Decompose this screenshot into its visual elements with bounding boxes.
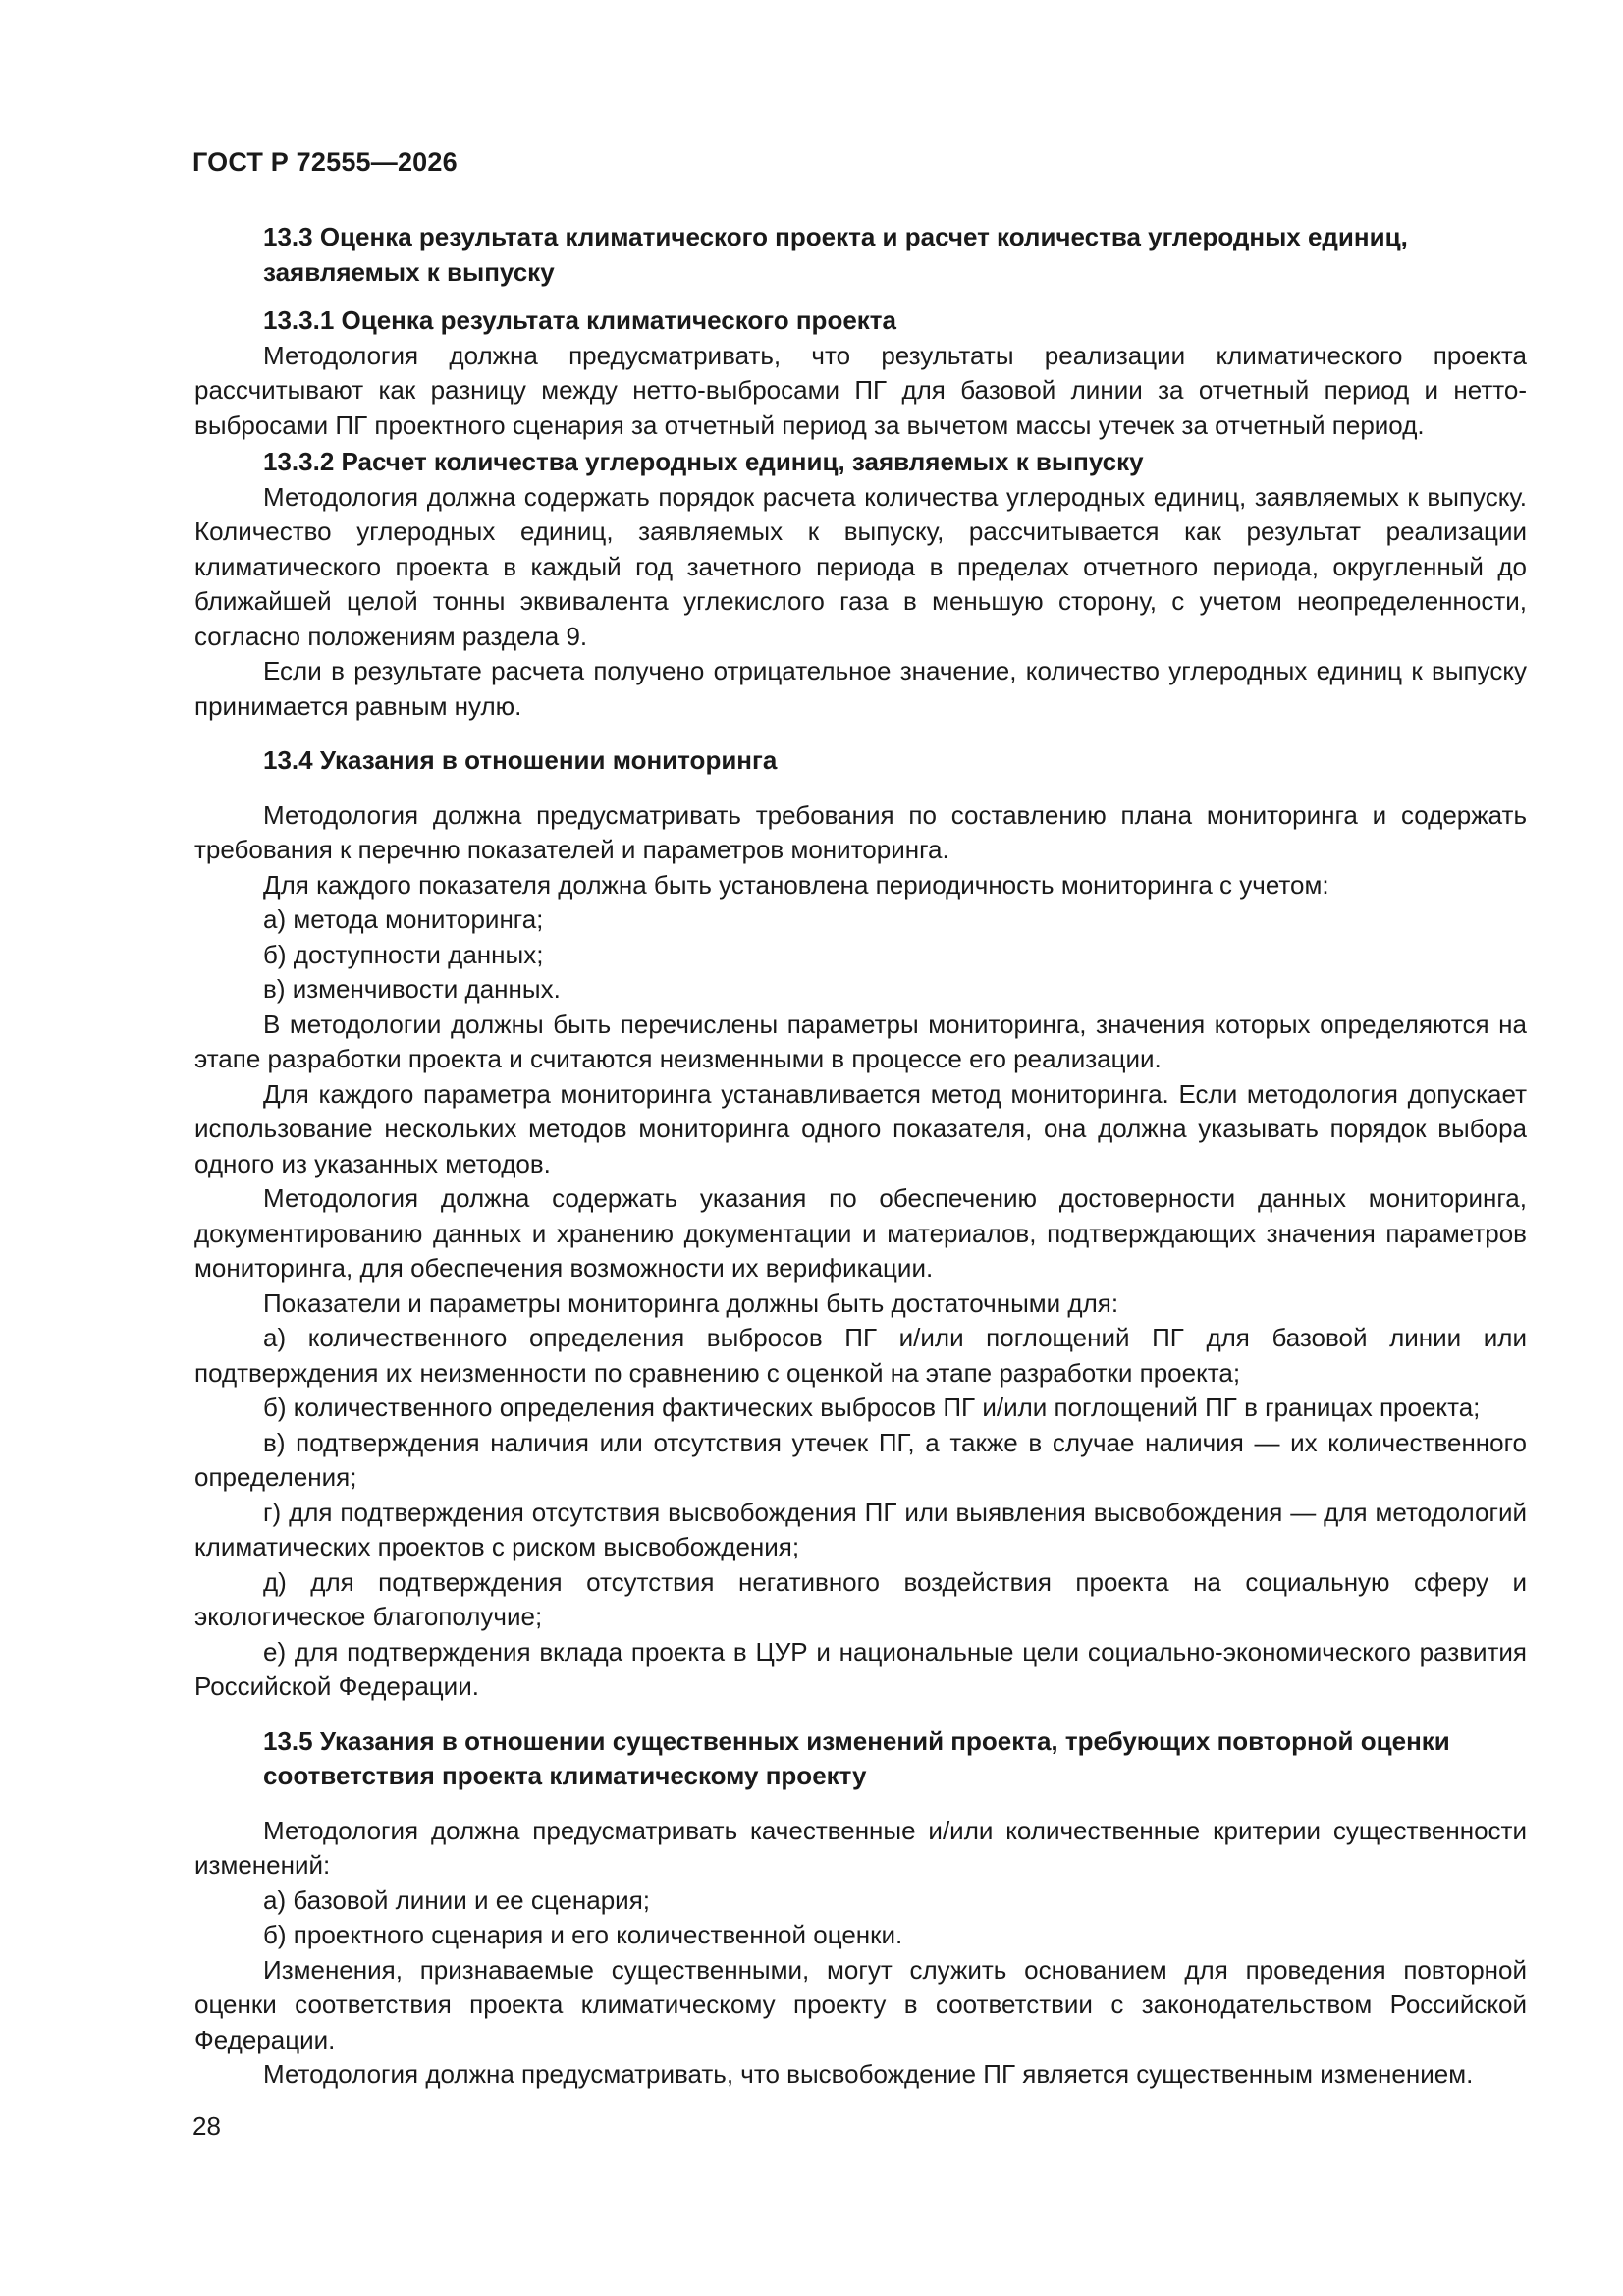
- paragraph: Методология должна предусматривать, что высвобождение ПГ является существенным изменением.: [263, 2059, 1474, 2089]
- paragraph: Методология должна содержать указания по обеспечению достоверности данных мониторинга, документированию данных и хранению документации и материалов, подтверждающих значения параметров мониторинга, для обеспечения возможности их верификации.: [194, 1183, 1527, 1283]
- list-item: б) количественного определения фактических выбросов ПГ и/или поглощений ПГ в границах проекта;: [263, 1393, 1481, 1422]
- list-item: г) для подтверждения отсутствия высвобождения ПГ или выявления высвобождения — для методологий климатических проектов с риском высвобождения;: [194, 1497, 1527, 1561]
- document-body: [194, 220, 1527, 2093]
- paragraph: Для каждого показателя должна быть установлена периодичность мониторинга с учетом:: [263, 869, 1329, 900]
- list-item: е) для подтверждения вклада проекта в ЦУР и национальные цели социально-экономического развития Российской Федерации.: [194, 1636, 1527, 1701]
- list-item: а) базовой линии и ее сценария;: [263, 1885, 650, 1915]
- paragraph: В методологии должны быть перечислены параметры мониторинга, значения которых определяются на этапе разработки проекта и считаются неизменными в процессе его реализации.: [194, 1009, 1527, 1073]
- section-title-13-4: 13.4 Указания в отношении мониторинга: [263, 745, 778, 775]
- document-header: ГОСТ Р 72555—2026: [192, 147, 458, 177]
- paragraph: Изменения, признаваемые существенными, могут служить основанием для проведения повторной оценки соответствия проекта климатическому проекту в соответствии с законодательством Российской Федерации.: [194, 1954, 1527, 2054]
- section-title-13-3-1: 13.3.1 Оценка результата климатического проекта: [263, 305, 896, 335]
- paragraph: Для каждого параметра мониторинга устанавливается метод мониторинга. Если методология допускает использование нескольких методов мониторинга одного показателя, она должна указывать порядок выбора одного из указанных методов.: [194, 1078, 1527, 1178]
- paragraph: Если в результате расчета получено отрицательное значение, количество углеродных единиц к выпуску принимается равным нулю.: [194, 656, 1527, 721]
- paragraph: Методология должна содержать порядок расчета количества углеродных единиц, заявляемых к выпуску. Количество углеродных единиц, заявляемых к выпуску, рассчитывается как результат реализации климатического проекта в каждый год зачетного периода в пределах отчетного периода, округленный до ближайшей целой тонны эквивалента углекислого газа в меньшую сторону, с учетом неопределенности, согласно положениям раздела 9.: [194, 481, 1527, 651]
- list-item: а) метода мониторинга;: [263, 904, 544, 934]
- list-item: в) подтверждения наличия или отсутствия утечек ПГ, а также в случае наличия — их количественного определения;: [194, 1427, 1527, 1492]
- section-title-13-5: 13.5 Указания в отношении существенных изменений проекта, требующих повторной оценки соответствия проекта климатическому проекту: [263, 1725, 1450, 1790]
- paragraph: Показатели и параметры мониторинга должны быть достаточными для:: [263, 1287, 1119, 1318]
- paragraph: Методология должна предусматривать требования по составлению плана мониторинга и содержать требования к перечню показателей и параметров мониторинга.: [194, 799, 1527, 864]
- list-item: б) проектного сценария и его количественной оценки.: [263, 1920, 903, 1949]
- list-item: а) количественного определения выбросов ПГ и/или поглощений ПГ для базовой линии или подтверждения их неизменности по сравнению с оценкой на этапе разработки проекта;: [194, 1323, 1527, 1388]
- paragraph: Методология должна предусматривать, что результаты реализации климатического проекта рассчитывают как разницу между нетто-выбросами ПГ для базовой линии за отчетный период и нетто-выбросами ПГ проектного сценария за отчетный период за вычетом массы утечек за отчетный период.: [194, 340, 1527, 440]
- section-title-13-3: 13.3 Оценка результата климатического проекта и расчет количества углеродных единиц, заявляемых к выпуску: [263, 222, 1408, 287]
- list-item: в) изменчивости данных.: [263, 974, 561, 1004]
- section-title-13-3-2: 13.3.2 Расчет количества углеродных единиц, заявляемых к выпуску: [263, 447, 1144, 476]
- list-item: д) для подтверждения отсутствия негативного воздействия проекта на социальную сферу и экологическое благополучие;: [194, 1566, 1527, 1631]
- paragraph: Методология должна предусматривать качественные и/или количественные критерии существенности изменений:: [194, 1815, 1527, 1880]
- list-item: б) доступности данных;: [263, 939, 544, 969]
- page-number: 28: [192, 2111, 221, 2141]
